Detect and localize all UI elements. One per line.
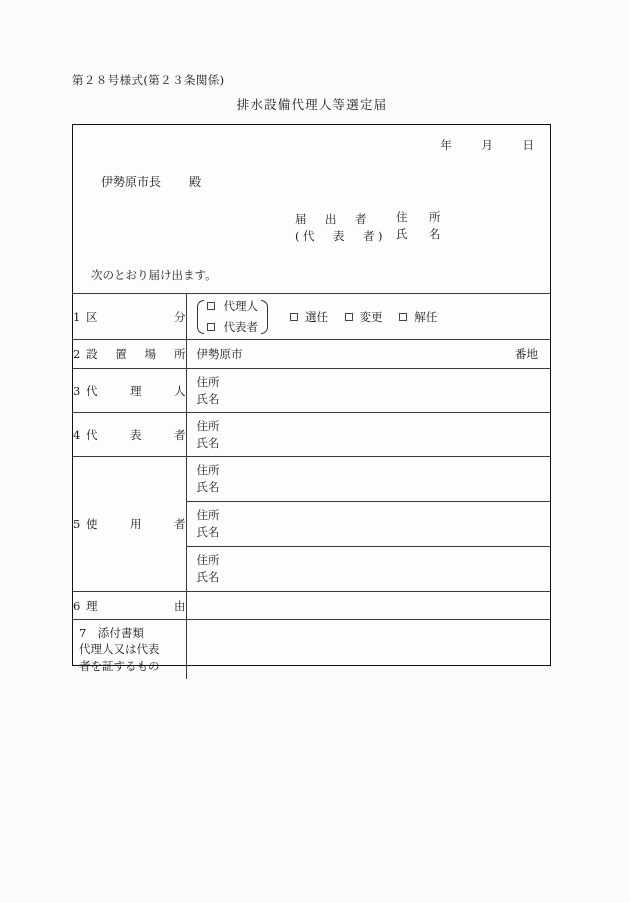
row-value-daihyousha[interactable] (186, 413, 550, 457)
row-value-shiyousha (186, 457, 550, 592)
setchibasho-city: 伊勢原市 (196, 347, 243, 361)
shiyousha-entry-row[interactable] (187, 547, 551, 592)
shiyousha-entry-row[interactable] (187, 457, 551, 502)
shiyousha-3-address-label: 住所 (196, 553, 220, 568)
kubun-brace-options (204, 296, 262, 336)
row-label-kubun (73, 294, 186, 340)
setchibasho-suffix: 番地 (515, 347, 538, 361)
shiyousha-entry-1[interactable] (187, 457, 551, 502)
row3-number: 3 (73, 383, 81, 398)
row-label-shiyousha (73, 457, 186, 592)
checkbox-daihyousha[interactable] (207, 323, 215, 331)
row-label-dairinin (73, 369, 186, 413)
checkbox-option-dairinin[interactable] (207, 296, 259, 316)
checkbox-dairinin[interactable] (207, 302, 215, 310)
checkbox-option-daihyousha[interactable] (207, 317, 259, 337)
checkbox-label-sennin: 選任 (305, 309, 328, 324)
row6-number: 6 (73, 598, 81, 613)
dairinin-name-label: 氏名 (196, 391, 220, 406)
shiyousha-subtable (187, 457, 551, 591)
table-row-tenpushorui (73, 620, 550, 679)
row-value-riyuu[interactable] (186, 592, 550, 620)
row-value-setchibasho[interactable] (186, 340, 550, 369)
checkbox-option-kainin[interactable] (399, 310, 437, 324)
shiyousha-entry-row[interactable] (187, 502, 551, 547)
table-row-dairinin (73, 369, 550, 413)
row-value-kubun (186, 294, 550, 340)
row1-label-char-1: 分 (174, 309, 186, 324)
table-row-riyuu (73, 592, 550, 620)
intro-text: 次のとおり届け出ます。 (91, 268, 217, 282)
row4-label-char-2: 者 (174, 427, 186, 442)
daihyousha-address-label: 住所 (196, 418, 220, 433)
shiyousha-3-name-label: 氏名 (196, 570, 220, 584)
row6-label-char-0: 理 (86, 598, 98, 613)
row6-label-char-1: 由 (174, 598, 186, 613)
row7-label-line1: 7 添付書類 (79, 626, 144, 640)
dairinin-address-label: 住所 (196, 374, 220, 389)
addressee-name: 伊勢原市長 (101, 175, 162, 189)
brace-left (197, 300, 204, 334)
row5-number: 5 (73, 517, 81, 531)
shiyousha-entry-2[interactable] (187, 502, 551, 547)
checkbox-option-henkou[interactable] (345, 310, 387, 324)
row3-label-char-1: 理 (130, 383, 142, 398)
submitter-fields (396, 209, 446, 242)
row3-label-char-2: 人 (174, 383, 186, 398)
addressee-honorific: 殿 (189, 175, 202, 189)
row-value-dairinin[interactable] (186, 369, 550, 413)
row-label-setchibasho (73, 340, 186, 369)
row4-number: 4 (73, 427, 81, 442)
date-line (440, 137, 534, 153)
table-row-daihyousha (73, 413, 550, 457)
submitter-role (295, 209, 386, 244)
row5-label-char-1: 用 (130, 517, 142, 531)
row7-label-line2: 代理人又は代表 (79, 642, 160, 657)
row2-number: 2 (73, 347, 81, 361)
submitter-block (295, 209, 445, 244)
checkbox-label-dairinin: 代理人 (223, 299, 258, 314)
shiyousha-1-name-label: 氏名 (196, 480, 220, 494)
table-row-kubun (73, 294, 550, 340)
row-label-daihyousha (73, 413, 186, 457)
submitter-role-line2: (代 表 者) (295, 228, 386, 243)
shiyousha-entry-3[interactable] (187, 547, 551, 592)
checkbox-kainin[interactable] (399, 313, 407, 321)
row5-label-char-0: 使 (86, 517, 98, 531)
checkbox-henkou[interactable] (345, 313, 353, 321)
row4-label-char-0: 代 (86, 427, 98, 442)
row-label-riyuu (73, 592, 186, 620)
date-year-label: 年 (440, 138, 452, 152)
shiyousha-1-address-label: 住所 (196, 463, 220, 478)
checkbox-label-daihyousha: 代表者 (223, 319, 258, 334)
row-value-tenpushorui[interactable] (186, 620, 550, 679)
date-day-label: 日 (522, 138, 534, 152)
submitter-name-label: 氏 名 (395, 226, 446, 241)
checkbox-label-henkou: 変更 (359, 309, 383, 324)
shiyousha-2-name-label: 氏名 (196, 525, 220, 539)
table-row-setchibasho (73, 340, 550, 369)
shiyousha-2-address-label: 住所 (196, 508, 220, 523)
table-row-shiyousha (73, 457, 550, 592)
date-month-label: 月 (481, 138, 493, 152)
page-title: 排水設備代理人等選定届 (236, 97, 388, 112)
row-label-tenpushorui (73, 620, 186, 679)
checkbox-label-kainin: 解任 (414, 309, 438, 324)
submitter-role-line1: 届 出 者 (295, 212, 370, 226)
form-number: 第２８号様式(第２３条関係) (72, 73, 225, 87)
form-header-area (73, 125, 550, 293)
checkbox-option-sennin[interactable] (290, 310, 332, 324)
addressee-line (101, 173, 201, 190)
submitter-address-label: 住 所 (395, 210, 446, 224)
checkbox-sennin[interactable] (290, 313, 298, 321)
brace-right (261, 300, 268, 334)
form-frame (72, 124, 551, 673)
daihyousha-name-label: 氏名 (196, 435, 220, 450)
row7-label-line3: 者を証するもの (79, 658, 160, 673)
row2-label-char-3: 所 (173, 347, 186, 361)
form-table (73, 293, 550, 679)
row2-label-char-1: 置 (115, 347, 127, 361)
row2-label-char-0: 設 (86, 347, 98, 361)
row1-label-char-0: 区 (86, 309, 98, 324)
row5-label-char-2: 者 (174, 517, 186, 531)
row3-label-char-0: 代 (86, 383, 98, 398)
row2-label-char-2: 場 (144, 347, 157, 361)
row4-label-char-1: 表 (130, 427, 142, 442)
row1-number: 1 (73, 309, 81, 324)
kubun-inline-options (290, 309, 450, 325)
kubun-brace-group (197, 296, 269, 336)
